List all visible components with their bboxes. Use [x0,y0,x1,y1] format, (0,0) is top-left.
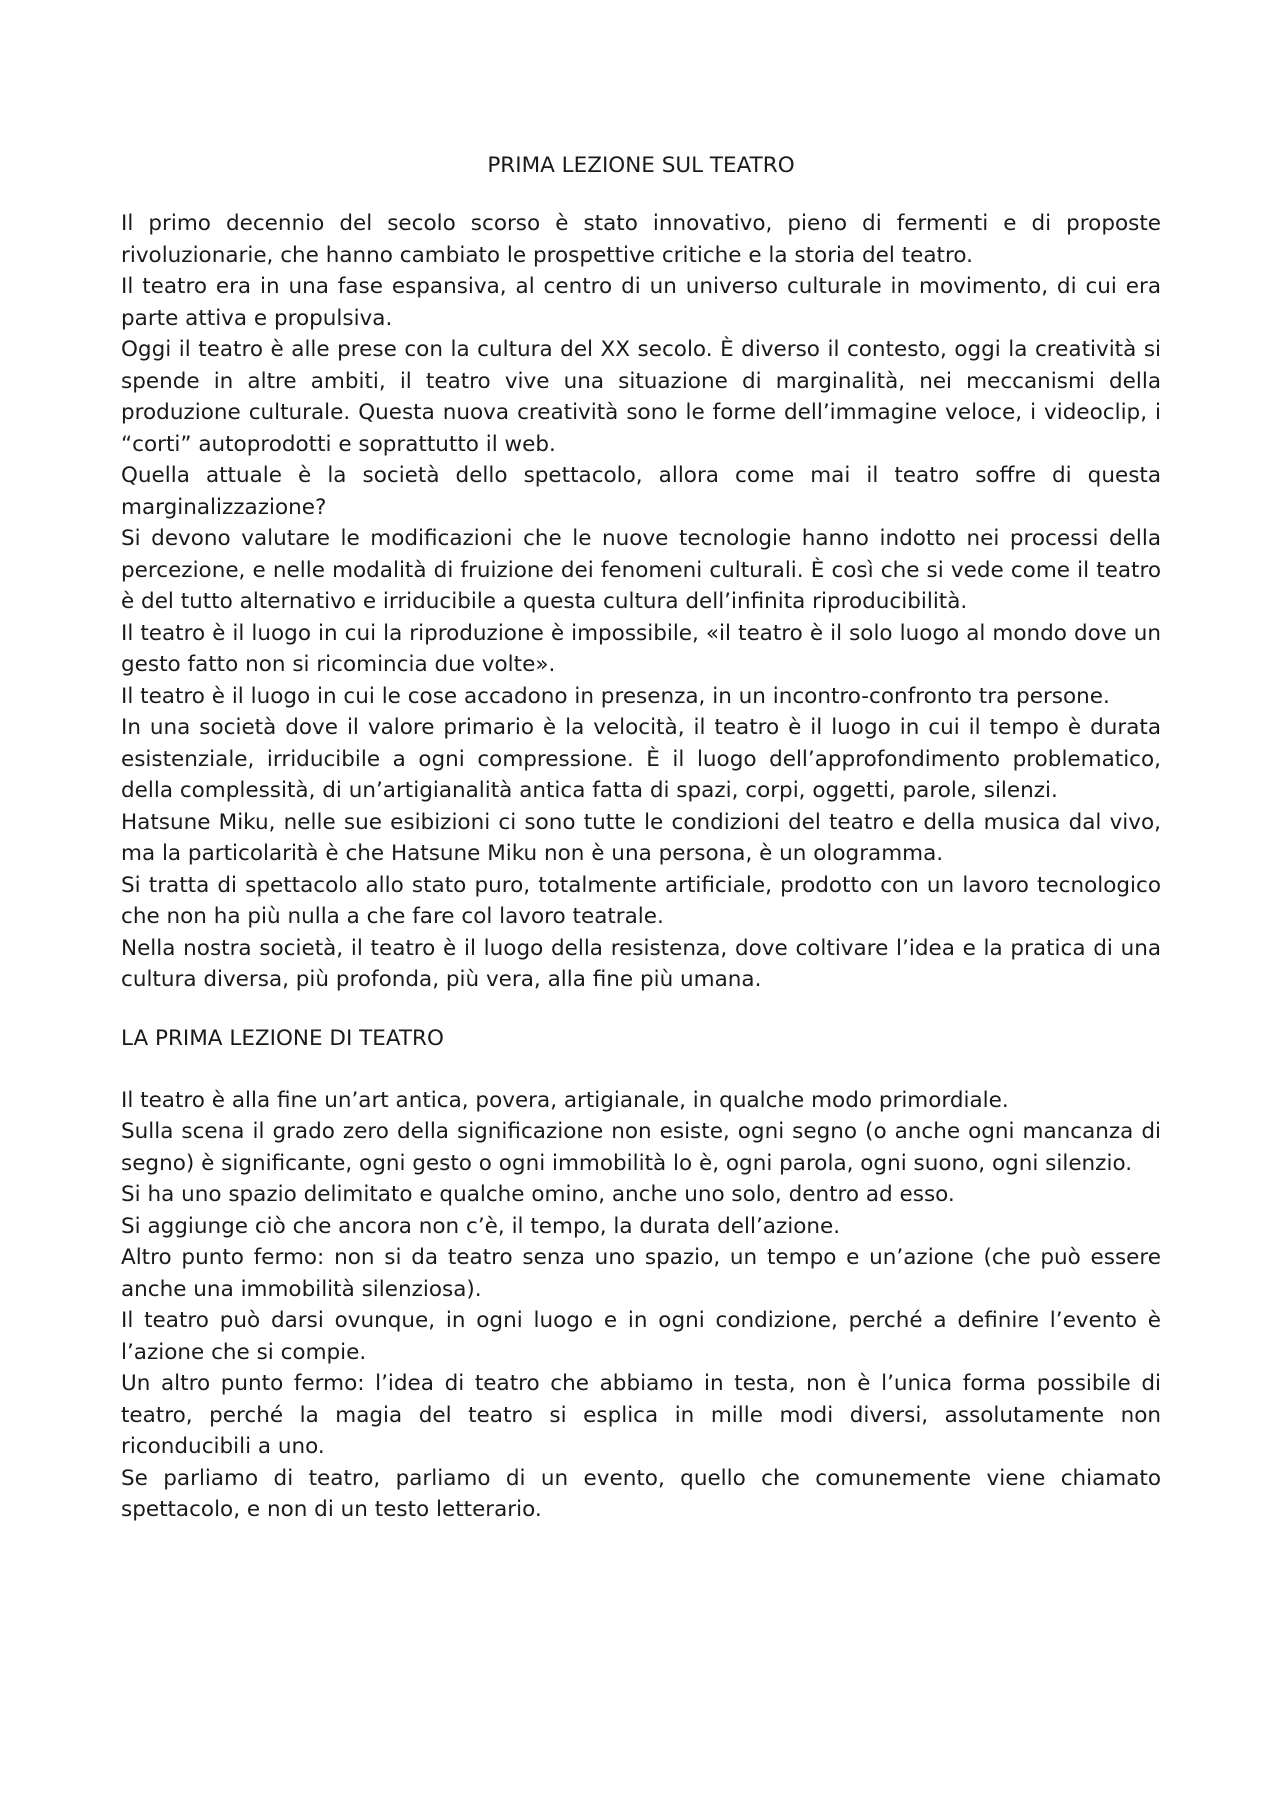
paragraph: Se parliamo di teatro, parliamo di un evento, quello che comunemente viene chiamato spettacolo, e non di un testo letterario. [121,1465,1161,1522]
document-body [121,150,1161,1526]
paragraph: Si aggiunge ciò che ancora non c’è, il tempo, la durata dell’azione. [121,1213,841,1239]
paragraph: Il teatro è il luogo in cui le cose accadono in presenza, in un incontro-confronto tra persone. [121,683,1110,709]
section-heading: LA PRIMA LEZIONE DI TEATRO [121,1025,444,1051]
paragraph: Il primo decennio del secolo scorso è stato innovativo, pieno di fermenti e di proposte rivoluzionarie, che hanno cambiato le prospettive critiche e la storia del teatro. [121,211,1161,268]
paragraph: Hatsune Miku, nelle sue esibizioni ci sono tutte le condizioni del teatro e della musica dal vivo, ma la particolarità è che Hatsune Miku non è una persona, è un ologramma. [121,809,1161,866]
paragraph: In una società dove il valore primario è la velocità, il teatro è il luogo in cui il tempo è durata esistenziale, irriducibile a ogni compressione. È il luogo dell’approfondimento problematico, della complessità, di un’artigianalità antica fatta di spazi, corpi, oggetti, parole, silenzi. [121,715,1161,803]
paragraph: Il teatro era in una fase espansiva, al centro di un universo culturale in movimento, di cui era parte attiva e propulsiva. [121,274,1161,331]
paragraph: Oggi il teatro è alle prese con la cultura del XX secolo. È diverso il contesto, oggi la creatività si spende in altre ambiti, il teatro vive una situazione di marginalità, nei meccanismi della produzione culturale. Questa nuova creatività sono le forme dell’immagine veloce, i videoclip, i “corti” autoprodotti e soprattutto il web. [121,337,1161,457]
paragraph: Il teatro è alla fine un’art antica, povera, artigianale, in qualche modo primordiale. [121,1087,1009,1113]
paragraph: Si ha uno spazio delimitato e qualche omino, anche uno solo, dentro ad esso. [121,1182,955,1207]
paragraph: Si tratta di spettacolo allo stato puro, totalmente artificiale, prodotto con un lavoro tecnologico che non ha più nulla a che fare col lavoro teatrale. [121,872,1161,929]
paragraph: Un altro punto fermo: l’idea di teatro che abbiamo in testa, non è l’unica forma possibile di teatro, perché la magia del teatro si esplica in mille modi diversi, assolutamente non riconducibili a uno. [121,1371,1161,1459]
section-one [121,208,1161,996]
paragraph: Si devono valutare le modificazioni che le nuove tecnologie hanno indotto nei processi della percezione, e nelle modalità di fruizione dei fenomeni culturali. È così che si vede come il teatro è del tutto alternativo e irriducibile a questa cultura dell’infinita riproducibilità. [121,526,1161,614]
document-title: PRIMA LEZIONE SUL TEATRO [487,153,795,178]
paragraph: Il teatro è il luogo in cui la riproduzione è impossibile, «il teatro è il solo luogo al mondo dove un gesto fatto non si ricomincia due volte». [121,620,1161,677]
paragraph: Sulla scena il grado zero della significazione non esiste, ogni segno (o anche ogni mancanza di segno) è significante, ogni gesto o ogni immobilità lo è, ogni parola, ogni suono, ogni silenzio. [121,1119,1161,1176]
paragraph: Quella attuale è la società dello spettacolo, allora come mai il teatro soffre di questa marginalizzazione? [121,463,1161,520]
paragraph: Nella nostra società, il teatro è il luogo della resistenza, dove coltivare l’idea e la pratica di una cultura diversa, più profonda, più vera, alla fine più umana. [121,935,1161,992]
paragraph: Il teatro può darsi ovunque, in ogni luogo e in ogni condizione, perché a definire l’evento è l’azione che si compie. [121,1308,1161,1365]
paragraph: Altro punto fermo: non si da teatro senza uno spazio, un tempo e un’azione (che può essere anche una immobilità silenziosa). [121,1245,1161,1302]
section-two [121,1085,1161,1526]
